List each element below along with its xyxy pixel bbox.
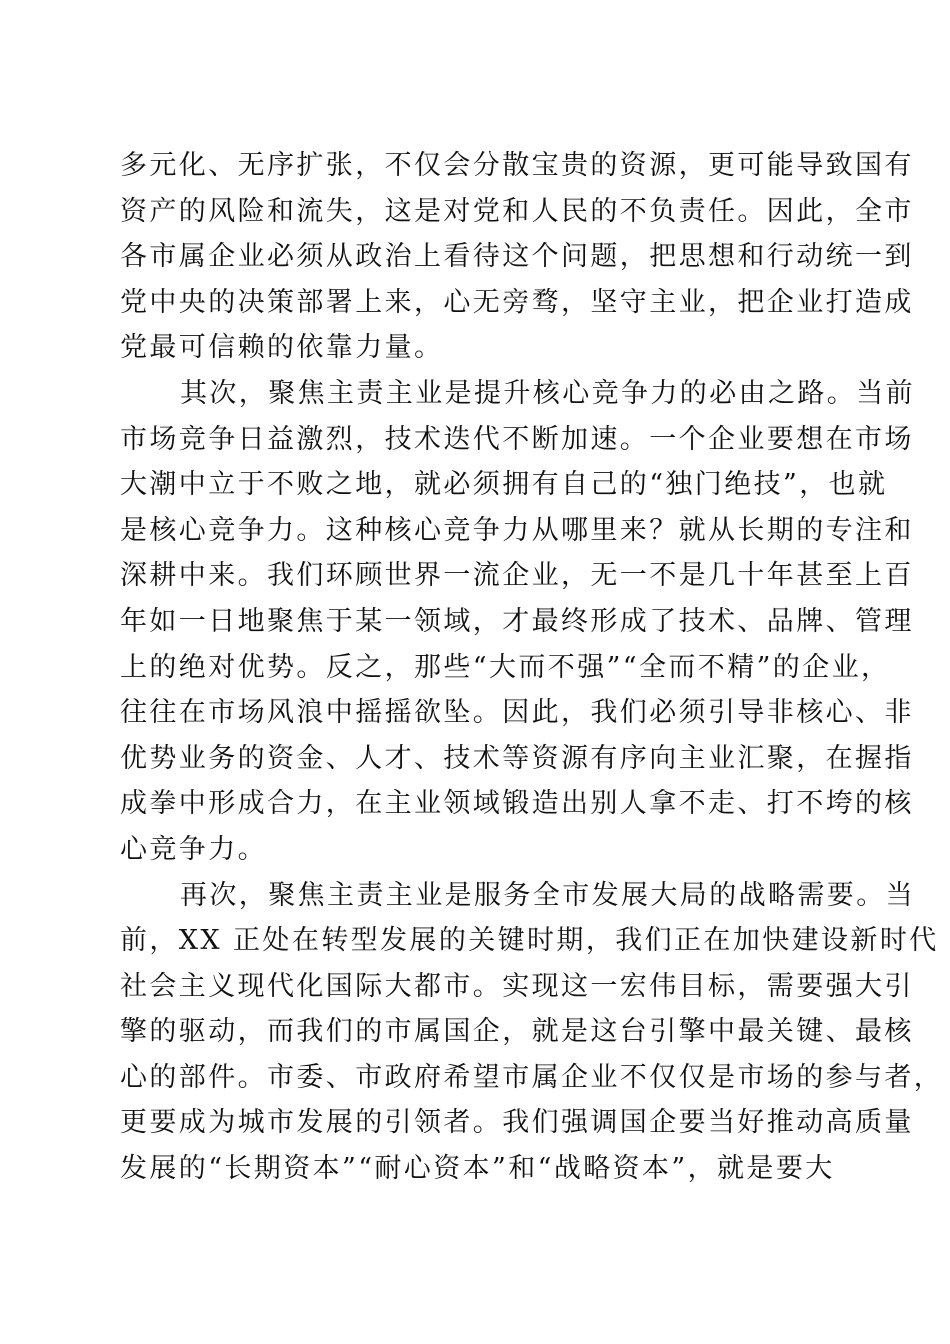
text-line: 大潮中立于不败之地，就必须拥有自己的“独门绝技”，也就	[120, 469, 888, 501]
text-line: 优势业务的资金、人才、技术等资源有序向主业汇聚，在握指	[120, 742, 914, 774]
body-text	[120, 143, 944, 1192]
text-line: 党最可信赖的依靠力量。	[120, 332, 444, 364]
text-line: 各市属企业必须从政治上看待这个问题，把思想和行动统一到	[120, 241, 914, 273]
text-line: 是核心竞争力。这种核心竞争力从哪里来？就从长期的专注和	[120, 514, 914, 546]
text-line: 党中央的决策部署上来，心无旁骛，坚守主业，把企业打造成	[120, 286, 914, 318]
text-line: 心竞争力。	[120, 833, 267, 865]
paragraph-first-line: 其次，聚焦主责主业是提升核心竞争力的必由之路。当前	[180, 377, 915, 409]
text-line: 往往在市场风浪中摇摇欲坠。因此，我们必须引导非核心、非	[120, 697, 914, 729]
text-line: 擎的驱动，而我们的市属国企，就是这台引擎中最关键、最核	[120, 1016, 914, 1048]
text-line: 成拳中形成合力，在主业领域锻造出别人拿不走、打不垮的核	[120, 788, 914, 820]
text-line: 年如一日地聚焦于某一领域，才最终形成了技术、品牌、管理	[120, 605, 914, 637]
text-line: 深耕中来。我们环顾世界一流企业，无一不是几十年甚至上百	[120, 560, 914, 592]
text-line: 资产的风险和流失，这是对党和人民的不负责任。因此，全市	[120, 195, 914, 227]
text-line: 前，XX 正处在转型发展的关键时期，我们正在加快建设新时代	[120, 925, 939, 957]
paragraph-first-line: 再次，聚焦主责主业是服务全市发展大局的战略需要。当	[180, 879, 915, 911]
text-line: 多元化、无序扩张，不仅会分散宝贵的资源，更可能导致国有	[120, 150, 914, 181]
text-line: 更要成为城市发展的引领者。我们强调国企要当好推动高质量	[120, 1107, 914, 1139]
text-line: 上的绝对优势。反之，那些“大而不强”“全而不精”的企业，	[120, 651, 891, 683]
text-line: 市场竞争日益激烈，技术迭代不断加速。一个企业要想在市场	[120, 423, 914, 455]
text-line: 社会主义现代化国际大都市。实现这一宏伟目标，需要强大引	[120, 970, 914, 1002]
text-line: 心的部件。市委、市政府希望市属企业不仅仅是市场的参与者，	[120, 1061, 944, 1093]
text-line: 发展的“长期资本”“耐心资本”和“战略资本”，就是要大	[120, 1153, 835, 1185]
